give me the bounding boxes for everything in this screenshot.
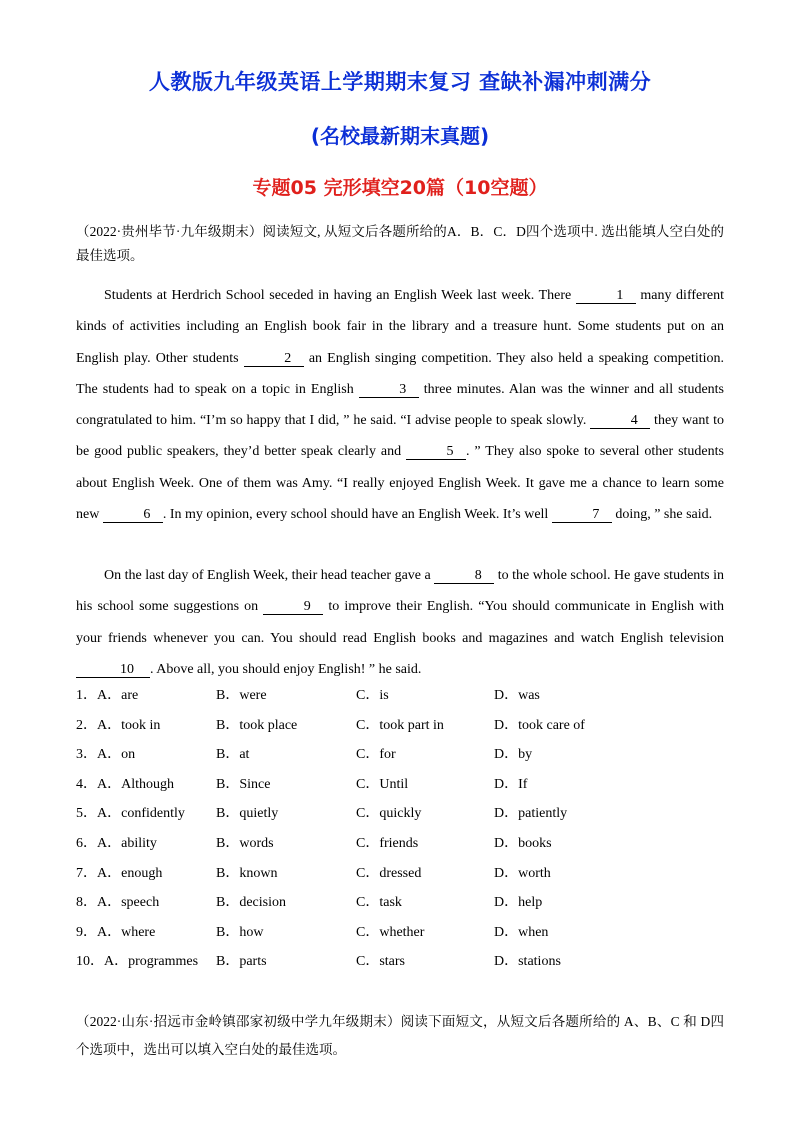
question-row bbox=[76, 773, 736, 803]
option-c: C．task bbox=[356, 895, 402, 911]
blank-5: 5 bbox=[406, 445, 466, 460]
option-c: C．quickly bbox=[356, 806, 422, 822]
option-d: D．took care of bbox=[494, 717, 585, 733]
option-b: B．at bbox=[216, 747, 250, 763]
passage1-paragraph1: Students at Herdrich School seceded in having an English Week last week. There 1 many different kinds of activities including an English book fair in the library and a treasure hunt. Some students put on an English play. Other students 2 an English singing competition. They also held a speaking competition. The students had to speak on a topic in English 3 three minutes. Alan was the winner and all students congratulated to him. “I’m so happy that I did, ” he said. “I advise people to speak slowly. 4 they want to be good public speakers, they’d better speak clearly and 5 . ” They also spoke to several other students about English Week. One of them was Amy. “I really enjoyed English Week. It gave me a chance to learn some new 6 . In my opinion, every school should have an English Week. It’s well 7 doing, ” she said. bbox=[76, 288, 724, 523]
question-number-option-a: 5．A．confidently bbox=[76, 806, 185, 822]
question-row bbox=[76, 802, 736, 832]
option-c: C．stars bbox=[356, 954, 405, 970]
question-number-option-a: 6．A．ability bbox=[76, 835, 157, 851]
option-c: C．is bbox=[356, 688, 389, 703]
passage2-intro: （2022·山东·招远市金岭镇邵家初级中学九年级期末）阅读下面短文，从短文后各题所给的 A、B、C 和 D四个选项中，选出可以填入空白处的最佳选项。 bbox=[76, 1014, 724, 1057]
option-c: C．friends bbox=[356, 835, 419, 851]
option-d: D．by bbox=[494, 747, 533, 763]
option-c: C．Until bbox=[356, 776, 409, 792]
option-b: B．Since bbox=[216, 776, 271, 792]
document-subtitle: (名校最新期末真题) bbox=[310, 124, 490, 148]
question-number-option-a: 2．A．took in bbox=[76, 717, 161, 733]
question-row bbox=[76, 950, 736, 980]
option-c: C．whether bbox=[356, 924, 425, 940]
option-c: C．dressed bbox=[356, 865, 422, 881]
blank-1: 1 bbox=[576, 289, 636, 304]
blank-7: 7 bbox=[552, 508, 612, 523]
passage1-paragraph2: On the last day of English Week, their head teacher gave a 8 to the whole school. He gave students in his school some suggestions on 9 to improve their English. “You should communicate in English with your friends whenever you can. You should read English books and magazines and watch English television 10 . Above all, you should enjoy English! ” he said. bbox=[76, 568, 725, 677]
blank-4: 4 bbox=[590, 414, 650, 429]
question-number-option-a: 3．A．on bbox=[76, 747, 136, 763]
option-d: D．If bbox=[494, 776, 528, 792]
question-row bbox=[76, 832, 736, 862]
option-b: B．were bbox=[216, 688, 267, 703]
option-d: D．patiently bbox=[494, 806, 568, 822]
option-b: B．decision bbox=[216, 895, 286, 911]
option-b: B．known bbox=[216, 865, 278, 881]
option-d: D．stations bbox=[494, 954, 561, 970]
option-b: B．quietly bbox=[216, 806, 279, 822]
option-b: B．words bbox=[216, 835, 274, 851]
option-b: B．how bbox=[216, 924, 264, 940]
passage1-intro: （2022·贵州毕节·九年级期末）阅读短文, 从短文后各题所给的A．B．C．D四个选项中. 选出能填人空白处的最佳选项。 bbox=[76, 224, 724, 263]
question-row bbox=[76, 743, 736, 773]
blank-9: 9 bbox=[263, 600, 323, 615]
question-number-option-a: 8．A．speech bbox=[76, 895, 160, 911]
question-number-option-a: 9．A．where bbox=[76, 924, 156, 940]
blank-2: 2 bbox=[244, 352, 304, 367]
question-row bbox=[76, 684, 736, 714]
topic-heading: 专题05 完形填空20篇（10空题） bbox=[252, 177, 548, 199]
blank-10: 10 bbox=[76, 663, 150, 678]
option-b: B．parts bbox=[216, 954, 267, 970]
option-d: D．when bbox=[494, 924, 549, 940]
blank-8: 8 bbox=[434, 569, 494, 584]
document-title: 人教版九年级英语上学期期末复习 查缺补漏冲刺满分 bbox=[148, 70, 652, 94]
blank-3: 3 bbox=[359, 383, 419, 398]
question-number-option-a: 1．A．are bbox=[76, 688, 139, 703]
question-row bbox=[76, 714, 736, 744]
question-row bbox=[76, 891, 736, 921]
question-number-option-a: 10．A．programmes bbox=[76, 954, 199, 970]
question-row bbox=[76, 921, 736, 951]
option-d: D．books bbox=[494, 835, 552, 851]
question-row bbox=[76, 862, 736, 892]
option-d: D．help bbox=[494, 895, 543, 911]
option-d: D．was bbox=[494, 688, 540, 703]
option-d: D．worth bbox=[494, 865, 551, 881]
question-number-option-a: 7．A．enough bbox=[76, 865, 163, 881]
option-c: C．for bbox=[356, 747, 396, 763]
question-number-option-a: 4．A．Although bbox=[76, 776, 174, 792]
option-c: C．took part in bbox=[356, 717, 444, 733]
blank-6: 6 bbox=[103, 508, 163, 523]
option-b: B．took place bbox=[216, 717, 298, 733]
options-list bbox=[76, 684, 736, 980]
